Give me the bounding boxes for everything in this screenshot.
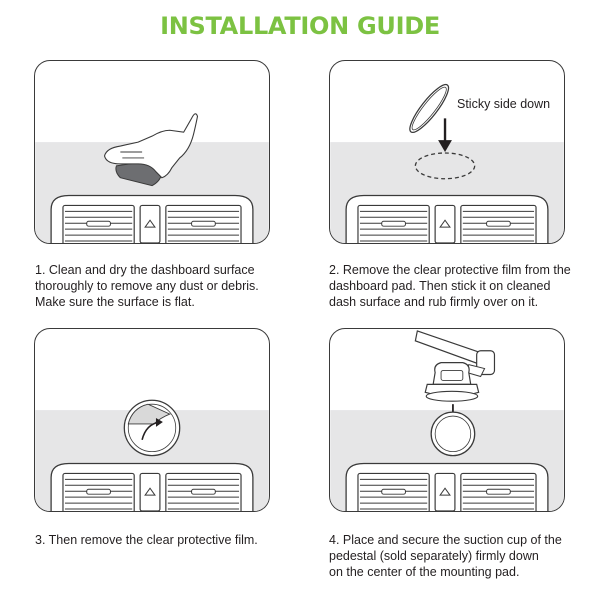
adhesive-pad-placement-icon <box>330 61 564 243</box>
caption-line: Make sure the surface is flat. <box>35 295 195 309</box>
caption-line: thoroughly to remove any dust or debris. <box>35 279 259 293</box>
step-2-illustration <box>329 60 565 244</box>
caption-line: 4. Place and secure the suction cup of the <box>329 533 562 547</box>
step-1-illustration <box>34 60 270 244</box>
sticky-side-down-label: Sticky side down <box>457 97 551 111</box>
step-4-caption <box>329 532 584 580</box>
peel-film-pad-icon <box>35 329 269 511</box>
hand-wiping-cloth-icon <box>35 61 269 243</box>
step-3-caption <box>35 532 290 548</box>
step-4-illustration <box>329 328 565 512</box>
step-1-caption <box>35 262 290 310</box>
caption-line: dashboard pad. Then stick it on cleaned <box>329 279 551 293</box>
step-2-caption <box>329 262 584 310</box>
caption-line: on the center of the mounting pad. <box>329 565 520 579</box>
caption-line: 2. Remove the clear protective film from the <box>329 263 571 277</box>
caption-line: dash surface and rub firmly over on it. <box>329 295 539 309</box>
step-3-illustration <box>34 328 270 512</box>
caption-line: pedestal (sold separately) firmly down <box>329 549 539 563</box>
suction-cup-pedestal-icon <box>330 329 564 511</box>
caption-line: 3. Then remove the clear protective film. <box>35 533 258 547</box>
caption-line: 1. Clean and dry the dashboard surface <box>35 263 255 277</box>
page-title: INSTALLATION GUIDE <box>160 12 440 40</box>
